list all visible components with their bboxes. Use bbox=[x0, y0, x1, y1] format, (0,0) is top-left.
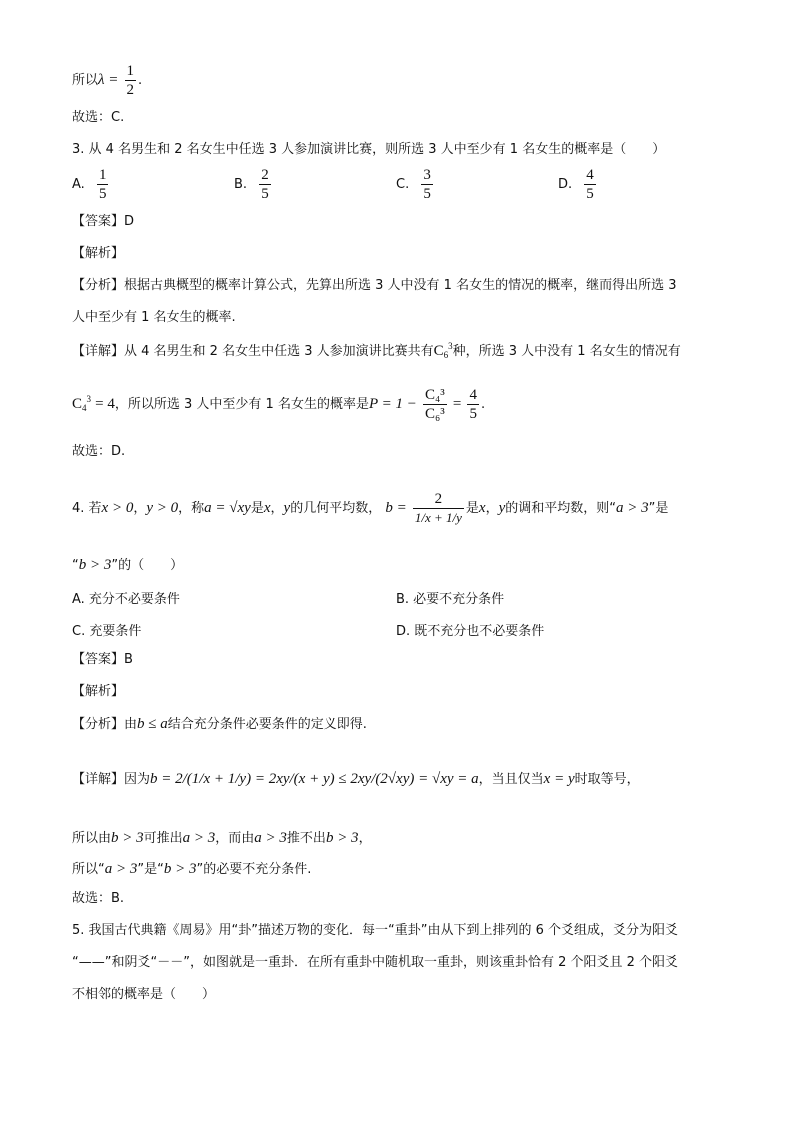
text: ，当且仅当 bbox=[478, 772, 544, 787]
text: ， bbox=[358, 831, 372, 846]
text: 所以由 bbox=[72, 831, 112, 846]
math: y bbox=[498, 500, 506, 516]
text: 结合充分条件必要条件的定义即得. bbox=[167, 717, 367, 732]
denominator: 1/x + 1/y bbox=[414, 510, 462, 525]
math: = bbox=[452, 396, 462, 412]
numerator: 2 bbox=[413, 490, 464, 509]
q4-line-b bbox=[72, 860, 311, 879]
text: 【详解】因为 bbox=[72, 772, 151, 787]
superscript: 3 bbox=[448, 341, 453, 351]
text: ，所以所选 3 人中至少有 1 名女生的概率是 bbox=[114, 397, 369, 412]
comb-c63 bbox=[434, 343, 453, 359]
text: 【详解】从 4 名男生和 2 名女生中任选 3 人参加演讲比赛共有 bbox=[72, 344, 434, 359]
text: ”的（ ） bbox=[111, 558, 184, 573]
text: ， bbox=[270, 501, 284, 516]
numerator: 1 bbox=[126, 63, 135, 79]
math: P = 1 − bbox=[368, 396, 417, 412]
q4-option-c: C. 充要条件 bbox=[72, 624, 142, 639]
text: ， bbox=[485, 501, 499, 516]
q3-fenxi-1: 【分析】根据古典概型的概率计算公式，先算出所选 3 人中没有 1 名女生的情况的概率，继而得出所选 3 bbox=[72, 278, 677, 293]
math: y > 0 bbox=[146, 500, 179, 516]
math: a > 3 bbox=[616, 500, 649, 516]
text: “ bbox=[72, 558, 79, 573]
option-label: D. bbox=[558, 177, 573, 192]
q4-option-b: B. 必要不充分条件 bbox=[396, 592, 505, 607]
q3-analysis: 【解析】 bbox=[72, 246, 125, 261]
text: ，称 bbox=[178, 501, 205, 516]
math-chain: b = 2/(1/x + 1/y) = 2xy/(x + y) ≤ 2xy/(2√xy) = √xy = a bbox=[150, 771, 479, 787]
text: ”的必要不充分条件. bbox=[196, 862, 312, 877]
denominator: 5 bbox=[98, 186, 107, 202]
math: a > 3 bbox=[254, 830, 287, 846]
numerator: C₄³ bbox=[424, 387, 445, 403]
math: a = √xy bbox=[204, 500, 251, 516]
text: 的几何平均数， bbox=[290, 501, 382, 516]
denominator: 2 bbox=[126, 82, 135, 98]
fraction bbox=[259, 166, 271, 203]
fraction bbox=[97, 166, 109, 203]
text: ， bbox=[133, 501, 147, 516]
subscript: 4 bbox=[82, 403, 87, 413]
q4-choose: 故选：B. bbox=[72, 891, 125, 906]
q3-choose: 故选：D. bbox=[72, 444, 126, 459]
fraction bbox=[421, 166, 433, 203]
q3-option-b bbox=[234, 166, 273, 203]
q3-option-d bbox=[558, 166, 598, 203]
fraction bbox=[125, 62, 137, 99]
q4-analysis: 【解析】 bbox=[72, 684, 125, 699]
math: b ≤ a bbox=[137, 716, 168, 732]
math: a > 3 bbox=[182, 830, 216, 846]
math: b > 3 bbox=[78, 557, 112, 573]
denominator: 5 bbox=[469, 406, 477, 422]
subscript: 6 bbox=[443, 350, 449, 360]
denominator: C₆³ bbox=[424, 406, 445, 422]
option-label: B. bbox=[234, 177, 248, 192]
text: ”是“ bbox=[137, 862, 164, 877]
numerator: 3 bbox=[423, 167, 431, 183]
fraction bbox=[413, 490, 464, 527]
q4-xiangjie bbox=[72, 770, 640, 789]
math: x > 0 bbox=[101, 500, 134, 516]
math: x = y bbox=[543, 771, 575, 787]
q3-option-c bbox=[396, 166, 435, 203]
math: x bbox=[478, 500, 486, 516]
numerator: 4 bbox=[586, 167, 594, 183]
q5-line-3: 不相邻的概率是（ ） bbox=[72, 987, 216, 1002]
option-label: C. bbox=[396, 177, 410, 192]
fraction bbox=[423, 386, 447, 423]
text: 所以 bbox=[72, 73, 99, 88]
q4-stem-2 bbox=[72, 556, 183, 575]
option-label: A. bbox=[72, 177, 85, 192]
q4-option-d: D. 既不充分也不必要条件 bbox=[396, 624, 545, 639]
text: . bbox=[138, 73, 143, 88]
math: b > 3 bbox=[325, 830, 359, 846]
math: b > 3 bbox=[163, 861, 197, 877]
text: . bbox=[480, 397, 486, 412]
comb-c43 bbox=[72, 396, 91, 412]
denominator: 5 bbox=[261, 186, 269, 202]
text: 是 bbox=[250, 501, 264, 516]
q5-line-1: 5. 我国古代典籍《周易》用“卦”描述万物的变化．每一“重卦”由从下到上排列的 6 个爻组成，爻分为阳爻 bbox=[72, 923, 679, 938]
numerator: 1 bbox=[98, 167, 107, 183]
numerator: 2 bbox=[261, 167, 269, 183]
text: 推不出 bbox=[286, 831, 326, 846]
text: 可推出 bbox=[143, 831, 183, 846]
q3-stem: 3. 从 4 名男生和 2 名女生中任选 3 人参加演讲比赛，则所选 3 人中至少有 1 名女生的概率是（ ） bbox=[72, 142, 666, 157]
math: y bbox=[283, 500, 291, 516]
text: ”是 bbox=[648, 501, 669, 516]
text: 的调和平均数，则“ bbox=[505, 501, 617, 516]
q3-option-a bbox=[72, 166, 110, 203]
text: 【分析】由 bbox=[72, 717, 138, 732]
text: 是 bbox=[465, 501, 479, 516]
comb-symbol: C bbox=[433, 343, 444, 359]
text: 4. 若 bbox=[72, 501, 102, 516]
math: = 4 bbox=[95, 396, 115, 412]
text: 种，所选 3 人中没有 1 名女生的情况有 bbox=[452, 344, 681, 359]
q4-option-a: A. 充分不必要条件 bbox=[72, 592, 180, 607]
q3-answer: 【答案】D bbox=[72, 214, 135, 229]
lambda-line bbox=[72, 62, 142, 99]
text: 时取等号， bbox=[574, 772, 640, 787]
q3-xiangjie-1 bbox=[72, 342, 681, 361]
choose-line: 故选：C. bbox=[72, 110, 125, 125]
fraction bbox=[467, 386, 479, 423]
text: 所以“ bbox=[72, 862, 105, 877]
q4-fenxi bbox=[72, 715, 367, 734]
q4-answer: 【答案】B bbox=[72, 652, 133, 667]
math: a > 3 bbox=[104, 861, 138, 877]
math: b = bbox=[385, 500, 407, 516]
q3-fenxi-2: 人中至少有 1 名女生的概率. bbox=[72, 310, 236, 325]
math: x bbox=[263, 500, 271, 516]
superscript: 3 bbox=[86, 394, 92, 404]
text: ，而由 bbox=[215, 831, 255, 846]
comb-symbol: C bbox=[72, 396, 83, 412]
q4-line-a bbox=[72, 829, 372, 848]
q5-line-2: “——”和阴爻“－－”，如图就是一重卦．在所有重卦中随机取一重卦，则该重卦恰有 2 个阳爻且 2 个阳爻 bbox=[72, 955, 679, 970]
q3-xiangjie-2 bbox=[72, 386, 485, 423]
math: λ = bbox=[98, 72, 119, 88]
numerator: 4 bbox=[469, 387, 477, 403]
denominator: 5 bbox=[423, 186, 431, 202]
denominator: 5 bbox=[586, 186, 594, 202]
math: b > 3 bbox=[111, 830, 144, 846]
q4-stem bbox=[72, 490, 668, 527]
fraction bbox=[584, 166, 596, 203]
